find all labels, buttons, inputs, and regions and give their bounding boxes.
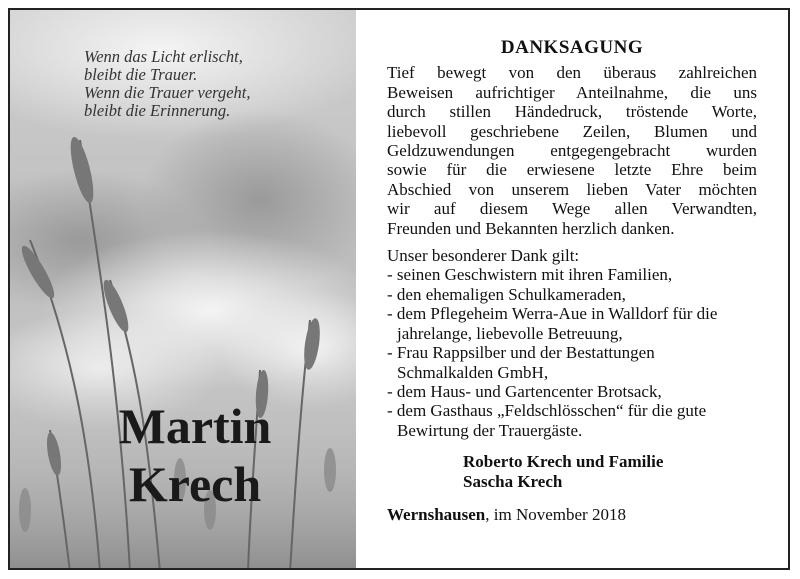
heading: DANKSAGUNG xyxy=(500,37,644,58)
paragraph-line: wir auf diesem Wege allen Verwandten, xyxy=(387,199,757,219)
thank-you-text xyxy=(387,38,757,524)
paragraph-line: Tief bewegt von den überaus zahlreichen xyxy=(387,63,757,83)
thanks-intro: Unser besonderer Dank gilt: xyxy=(387,246,580,266)
thanks-item: - dem Haus- und Gartencenter Brotsack, xyxy=(387,381,662,401)
paragraph-line: durch stillen Händedruck, tröstende Worte, xyxy=(387,102,757,122)
deceased-last-name: Krech xyxy=(128,456,262,512)
place-and-date xyxy=(387,505,757,524)
thanks-paragraph xyxy=(387,63,757,238)
paragraph-line: Abschied von unserem lieben Vater möchten xyxy=(387,179,757,199)
special-thanks-list xyxy=(387,246,757,440)
thanks-item-continuation: Bewirtung der Trauergäste. xyxy=(397,420,583,440)
thanks-item-continuation: Schmalkalden GmbH, xyxy=(397,362,549,382)
quote-line: Wenn die Trauer vergeht, xyxy=(84,83,251,102)
signature-block xyxy=(387,452,757,491)
paragraph-line: Beweisen aufrichtiger Anteilnahme, die uns xyxy=(387,82,757,102)
place-town: Wernshausen xyxy=(387,504,486,524)
paragraph-line: liebevoll geschriebene Zeilen, Blumen und xyxy=(387,121,757,141)
quote-line: bleibt die Erinnerung. xyxy=(84,101,231,120)
thanks-item: - seinen Geschwistern mit ihren Familien, xyxy=(387,265,673,285)
deceased-first-name: Martin xyxy=(118,398,272,454)
paragraph-line: Geldzuwendungen entgegengebracht wurden xyxy=(387,141,757,161)
signature-line: Roberto Krech und Familie xyxy=(463,452,664,472)
thanks-item-continuation: jahrelange, liebevolle Betreuung, xyxy=(397,323,623,343)
quote-line: bleibt die Trauer. xyxy=(84,65,198,84)
memorial-quote xyxy=(84,48,344,120)
signature-line: Sascha Krech xyxy=(463,471,563,491)
thanks-item: - Frau Rappsilber und der Bestattungen xyxy=(387,343,655,363)
paragraph-line: sowie für die erwiesene letzte Ehre beim xyxy=(387,160,757,180)
thanks-item: - den ehemaligen Schulkameraden, xyxy=(387,284,626,304)
quote-line: Wenn das Licht erlischt, xyxy=(84,47,243,66)
thanks-item: - dem Gasthaus „Feldschlösschen“ für die gute xyxy=(387,401,707,421)
place-date: , im November 2018 xyxy=(485,504,626,524)
paragraph-line: Freunden und Bekannten herzlich danken. xyxy=(387,218,675,238)
obituary-notice xyxy=(8,8,790,570)
thanks-item: - dem Pflegeheim Werra-Aue in Walldorf für die xyxy=(387,304,718,324)
